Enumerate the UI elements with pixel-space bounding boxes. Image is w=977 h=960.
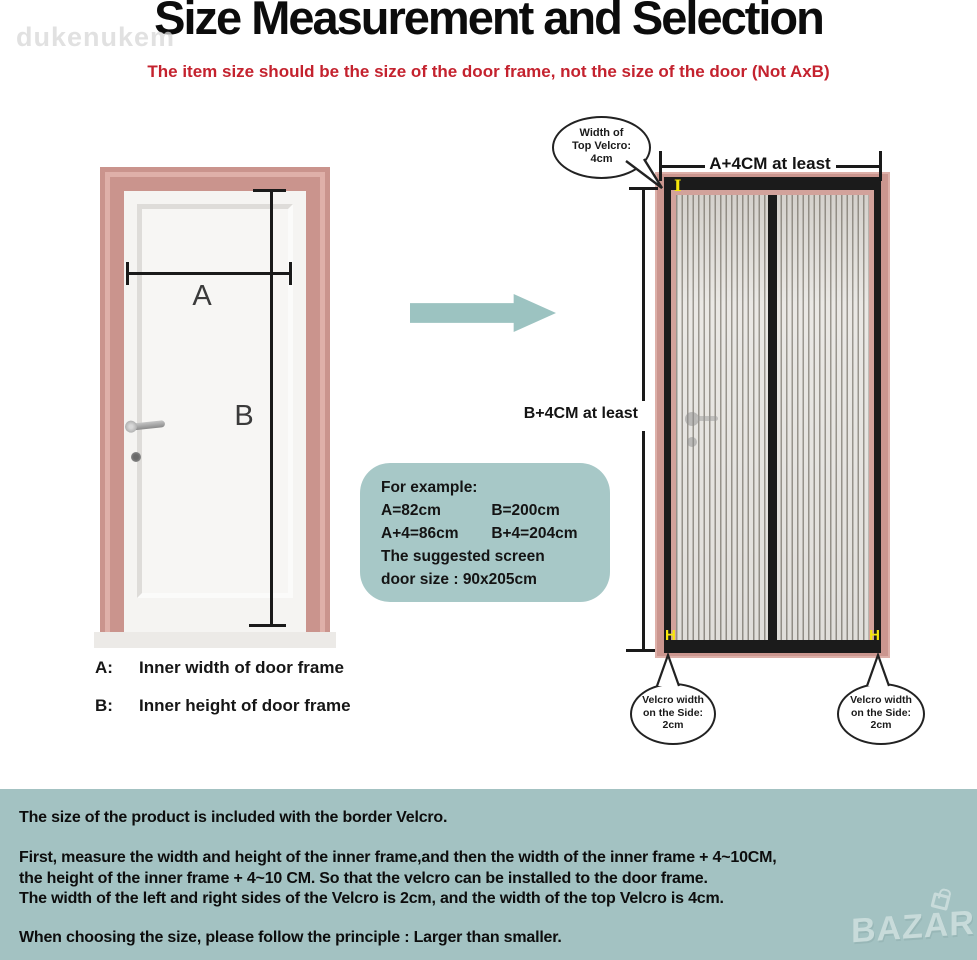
watermark-text: dukenukem (16, 22, 176, 52)
width-measure-line (127, 272, 291, 275)
side-callout-right-line3: 2cm (870, 719, 892, 731)
legend-a-key: A: (95, 658, 113, 677)
side-callout-right-line1: Velcro width (850, 694, 912, 706)
top-velcro-callout-line2: Top Velcro: (571, 140, 632, 152)
example-a-value: A=82cm (381, 502, 441, 519)
screen-door-illustration (655, 172, 890, 658)
example-title: For example: (381, 479, 478, 496)
footer-para-line2: the height of the inner frame + 4~10 CM. So that the velcro can be installed to the door frame. (19, 869, 708, 887)
door-handle-behind-mesh (685, 412, 699, 426)
side-measure-label: B+4CM at least (523, 405, 638, 422)
example-b4-value: B+4=204cm (491, 525, 578, 542)
top-measure-tick-right (879, 151, 882, 181)
label-b: B (234, 400, 254, 432)
height-measure-tick-bottom (249, 624, 286, 627)
footer-paragraph (19, 848, 777, 910)
magnetic-center-strip (768, 195, 777, 640)
bazar-logo (851, 894, 973, 956)
door-frame-illustration (100, 167, 330, 649)
height-measure-line (270, 191, 273, 626)
width-measure-tick-left (126, 262, 129, 285)
side-velcro-marker-left: H (665, 627, 676, 644)
legend-b-key: B: (95, 696, 113, 715)
door-keyhole-icon (131, 452, 141, 462)
page-subtitle: The item size should be the size of the door frame, not the size of the door (Not AxB) (147, 62, 830, 81)
legend-a (95, 658, 344, 678)
legend-a-text: Inner width of door frame (139, 658, 344, 677)
example-b-value: B=200cm (491, 502, 560, 519)
side-measure-tick-bottom (626, 649, 655, 652)
side-callout-left-line1: Velcro width (642, 694, 704, 706)
example-row-1 (381, 499, 610, 522)
side-callout-right-line2: on the Side: (850, 706, 912, 719)
example-row-2 (381, 522, 610, 545)
top-velcro-marker: I (674, 176, 682, 195)
label-a: A (192, 280, 212, 312)
footer-line2: When choosing the size, please follow the principle : Larger than smaller. (19, 929, 562, 946)
footer-line1: The size of the product is included with the border Velcro. (19, 809, 448, 826)
example-suggest-line2: door size : 90x205cm (381, 571, 537, 588)
mesh-curtain (676, 195, 869, 640)
side-measure-line-top (642, 189, 645, 401)
side-velcro-callout-right (837, 683, 925, 745)
footer-para-line3: The width of the left and right sides of the Velcro is 2cm, and the width of the top Velcro is 4cm. (19, 890, 724, 907)
top-measure-line-right (836, 165, 879, 168)
side-velcro-marker-right: H (869, 627, 880, 644)
right-arrow-icon (410, 294, 556, 332)
example-suggest-line1: The suggested screen (381, 548, 545, 565)
top-callout-tail (620, 158, 666, 192)
side-measure-line-bottom (642, 431, 645, 650)
legend-b (95, 696, 351, 716)
legend-b-text: Inner height of door frame (139, 696, 351, 715)
side-callout-right-tail (863, 652, 893, 688)
side-callout-left-tail (653, 652, 683, 688)
top-velcro-callout-line3: 4cm (590, 153, 613, 165)
width-measure-tick-right (289, 262, 292, 285)
footer-para-line1: First, measure the width and height of the inner frame,and then the width of the inner frame + 4~10CM, (19, 849, 777, 866)
example-box (360, 463, 610, 602)
footer-panel (0, 789, 977, 960)
top-velcro-callout-line1: Width of (579, 127, 624, 139)
page-title: Size Measurement and Selection (154, 0, 823, 44)
top-measure-line-left (662, 165, 705, 168)
height-measure-tick-top (253, 189, 286, 192)
side-callout-left-line3: 2cm (662, 719, 684, 731)
example-a4-value: A+4=86cm (381, 525, 459, 542)
door-frame (100, 167, 330, 632)
side-velcro-callout-left (630, 683, 716, 745)
side-callout-left-line2: on the Side: (642, 706, 704, 719)
floor (94, 632, 336, 648)
top-measure-label: A+4CM at least (709, 154, 831, 173)
bazar-logo-text: BAZAR (851, 903, 975, 951)
